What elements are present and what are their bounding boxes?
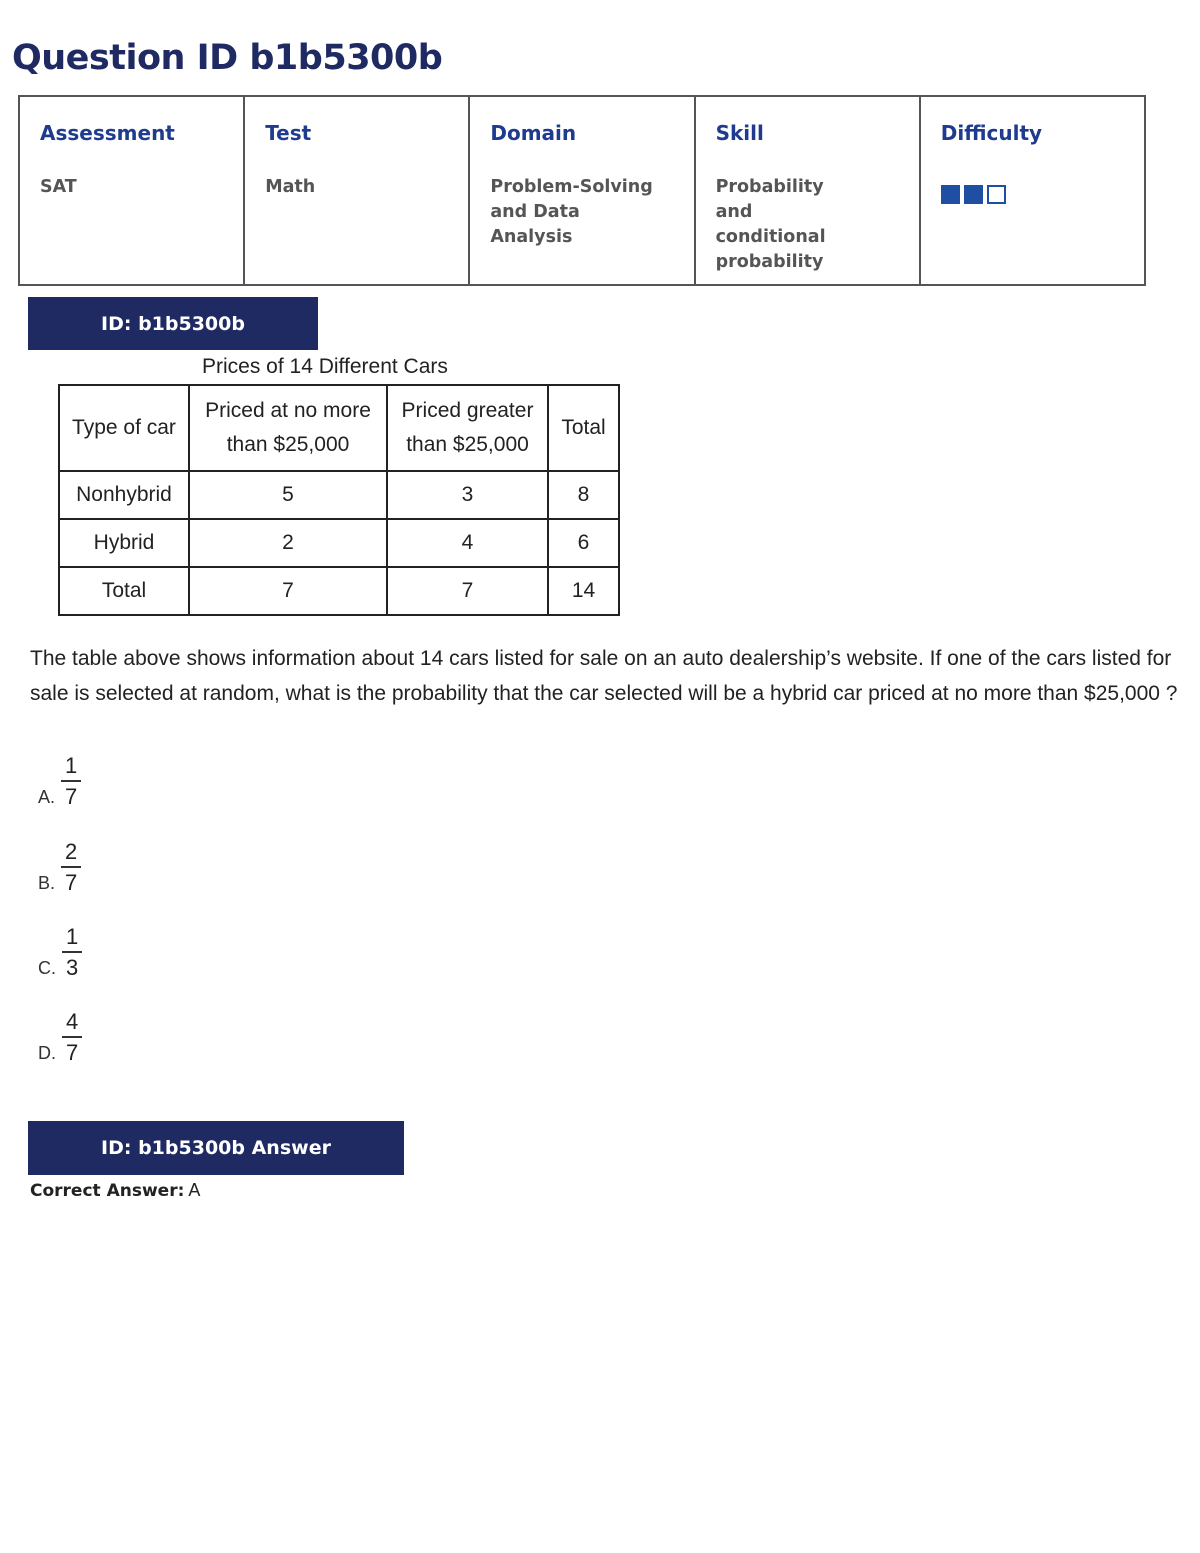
table-row	[59, 519, 619, 567]
assessment-header: Assessment	[40, 121, 175, 145]
choice-d[interactable]	[38, 1008, 82, 1068]
skill-header: Skill	[715, 121, 764, 145]
table-cell: 2	[189, 519, 387, 567]
table-cell: Hybrid	[59, 519, 189, 567]
denominator: 7	[65, 870, 78, 895]
correct-answer-label: Correct Answer:	[30, 1181, 185, 1201]
difficulty-header: Difficulty	[940, 121, 1043, 145]
correct-answer	[30, 1180, 200, 1201]
choice-a[interactable]	[38, 752, 81, 812]
table-caption: Prices of 14 Different Cars	[202, 355, 448, 378]
question-text: The table above shows information about 14 cars listed for sale on an auto dealership’s website. If one of the cars listed for sale is selected at random, what is the probability that the car selected will be a hybrid car priced at no more than $25,000 ?	[30, 647, 1178, 705]
choice-letter: B.	[38, 873, 56, 893]
table-cell: 6	[548, 519, 619, 567]
table-cell: 7	[387, 567, 548, 615]
table-row	[59, 567, 619, 615]
difficulty-indicator	[941, 185, 1144, 204]
test-cell	[244, 96, 469, 285]
table-cell: Total	[59, 567, 189, 615]
numerator: 1	[62, 923, 82, 953]
table-cell: 7	[189, 567, 387, 615]
choice-letter: A.	[38, 787, 56, 807]
denominator: 7	[66, 1040, 79, 1065]
difficulty-empty-square	[987, 185, 1006, 204]
cars-table	[58, 384, 620, 616]
skill-cell	[695, 96, 920, 285]
table-row	[59, 471, 619, 519]
page-title: Question ID b1b5300b	[12, 38, 443, 78]
question-id-banner: ID: b1b5300b	[28, 297, 318, 350]
answer-id-banner: ID: b1b5300b Answer	[28, 1121, 404, 1175]
table-cell: 14	[548, 567, 619, 615]
numerator: 4	[62, 1008, 82, 1038]
table-cell: Nonhybrid	[59, 471, 189, 519]
difficulty-filled-square	[941, 185, 960, 204]
choice-b[interactable]	[38, 838, 81, 898]
fraction	[61, 838, 81, 898]
denominator: 7	[65, 784, 78, 809]
assessment-cell	[19, 96, 244, 285]
table-cell: 3	[387, 471, 548, 519]
metadata-table	[18, 95, 1146, 286]
table-cell: 5	[189, 471, 387, 519]
choice-letter: D.	[38, 1043, 56, 1063]
fraction	[61, 752, 81, 812]
domain-value: Problem-Solving and Data Analysis	[490, 177, 653, 247]
correct-answer-value: A	[188, 1180, 201, 1200]
assessment-value: SAT	[40, 177, 77, 197]
table-header-cell: Priced greater than $25,000	[387, 385, 548, 471]
numerator: 1	[61, 752, 81, 782]
skill-value: Probability and conditional probability	[715, 177, 826, 272]
choice-letter: C.	[38, 958, 56, 978]
domain-header: Domain	[490, 121, 577, 145]
table-header-cell: Priced at no more than $25,000	[189, 385, 387, 471]
denominator: 3	[66, 955, 79, 980]
fraction	[62, 1008, 82, 1068]
fraction	[62, 923, 82, 983]
test-header: Test	[265, 121, 312, 145]
difficulty-filled-square	[964, 185, 983, 204]
test-value: Math	[265, 177, 316, 197]
domain-cell	[469, 96, 694, 285]
table-header-cell: Type of car	[59, 385, 189, 471]
choice-c[interactable]	[38, 923, 82, 983]
numerator: 2	[61, 838, 81, 868]
table-header-cell: Total	[548, 385, 619, 471]
difficulty-cell	[920, 96, 1145, 285]
table-cell: 4	[387, 519, 548, 567]
table-cell: 8	[548, 471, 619, 519]
